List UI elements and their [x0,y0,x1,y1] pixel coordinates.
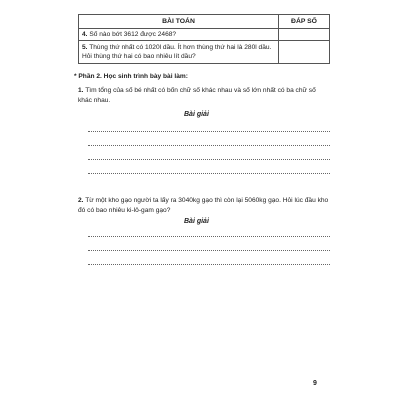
table-header-row [79,15,330,29]
section-title: * Phần 2. Học sinh trình bày bài làm: [74,73,188,80]
problem-text: Số nào bớt 3612 được 2468? [89,31,177,38]
answer-line[interactable] [88,250,330,251]
answer-line[interactable] [88,159,330,160]
problem-cell [79,29,279,41]
solve-label: Bài giải [184,218,209,225]
answer-cell[interactable] [279,29,330,41]
answer-cell[interactable] [279,41,330,64]
solve-label: Bài giải [184,111,209,118]
answer-table [78,14,330,64]
answer-line[interactable] [88,236,330,237]
problem-number: 2. [78,197,84,204]
problem-text: Tìm tổng của số bé nhất có bốn chữ số khác nhau và số lớn nhất có ba chữ số khác nhau. [78,87,316,104]
answer-line[interactable] [88,145,330,146]
problem-1 [78,86,330,106]
answer-line[interactable] [88,264,330,265]
header-answer: ĐÁP SỐ [279,15,330,29]
answer-line[interactable] [88,173,330,174]
problem-number: 4. [82,31,88,38]
problem-cell [79,41,279,64]
problem-text: Thùng thứ nhất có 1020l dầu. Ít hơn thùng thứ hai là 280l dầu. Hỏi thùng thứ hai có bao nhiêu lít dầu? [82,44,272,60]
page-number: 9 [313,380,317,387]
table-row [79,29,330,41]
problem-text: Từ một kho gạo người ta lấy ra 3040kg gạo thì còn lại 5060kg gạo. Hỏi lúc đầu kho đó có bao nhiêu ki-lô-gam gạo? [78,197,329,214]
problem-number: 5. [82,44,88,51]
table-row [79,41,330,64]
header-problem: BÀI TOÁN [79,15,279,29]
problem-number: 1. [78,87,84,94]
answer-line[interactable] [88,131,330,132]
problem-2 [78,196,330,216]
